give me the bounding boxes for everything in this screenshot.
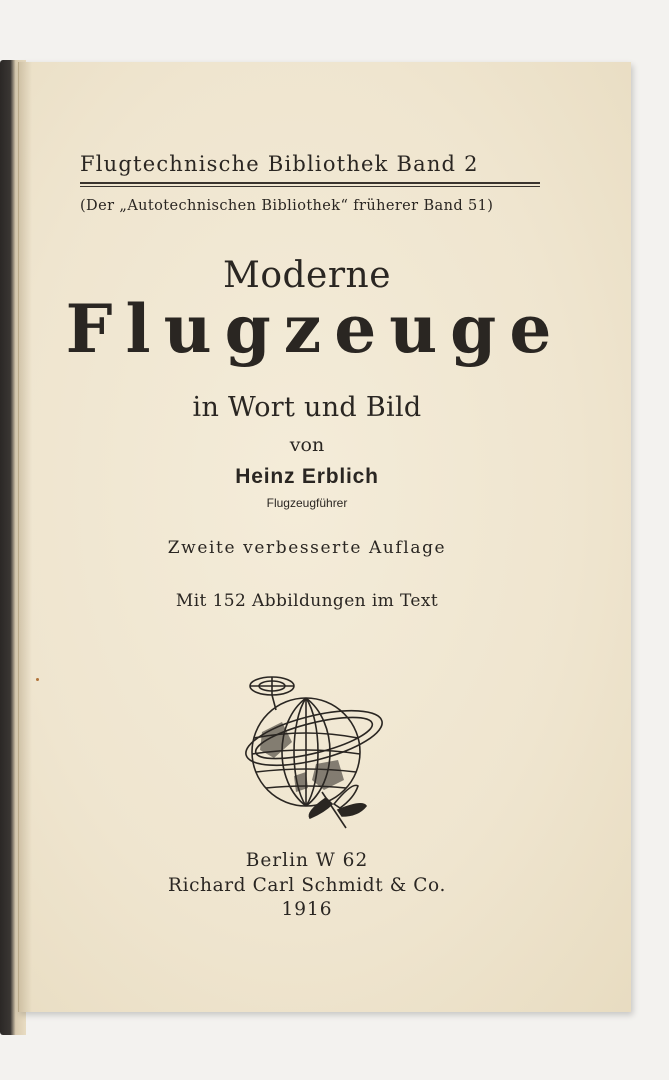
main-title: Flugzeuge [65,290,565,368]
series-rule-thin [80,186,540,187]
paper-speck [36,678,39,681]
by-line: von [289,434,325,456]
author-occupation: Flugzeugführer [266,496,348,510]
subtitle: in Wort und Bild [192,392,422,423]
illustrations-note: Mit 152 Abbildungen im Text [175,591,439,611]
title-line-1: Moderne [222,255,392,296]
publisher-name: Richard Carl Schmidt & Co. [168,875,446,896]
publication-year: 1916 [281,899,333,920]
series-title: Flugtechnische Bibliothek Band 2 [80,152,479,176]
former-series-note: (Der „Autotechnischen Bibliothek“ früherer Band 51) [80,198,494,214]
publisher-city: Berlin W 62 [245,850,369,871]
globe-airship-emblem-icon [234,672,386,832]
series-rule-thick [80,182,540,184]
author-name: Heinz Erblich [235,465,379,488]
edition-note: Zweite verbesserte Auflage [167,538,447,558]
